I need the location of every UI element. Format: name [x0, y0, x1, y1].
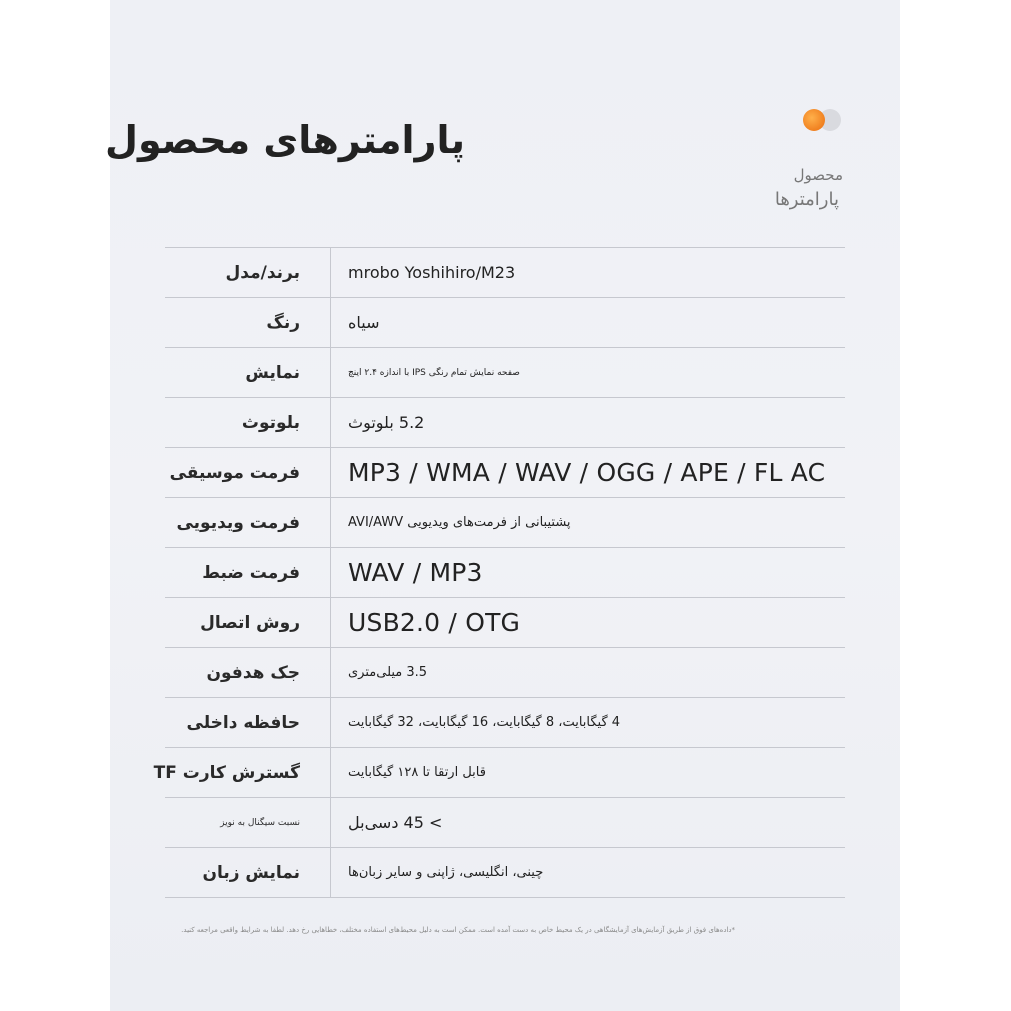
column-divider — [330, 398, 331, 447]
spec-value-text: صفحه نمایش تمام رنگی IPS با اندازه ۲.۴ اینچ — [348, 368, 520, 378]
column-divider — [330, 698, 331, 747]
spec-row-snr — [165, 797, 845, 847]
column-divider — [330, 248, 331, 297]
spec-value — [348, 648, 839, 698]
column-divider — [330, 798, 331, 847]
spec-value-text: > 45 دسی‌بل — [348, 813, 443, 832]
column-divider — [330, 298, 331, 347]
spec-value: mrobo Yoshihiro/M23 — [348, 263, 516, 282]
spec-label: فرمت ویدیویی — [176, 513, 300, 533]
spec-label: روش اتصال — [200, 613, 300, 633]
spec-label: حافظه داخلی — [186, 713, 300, 733]
spec-value: MP3 / WMA / WAV / OGG / APE / FL AC — [348, 458, 826, 487]
spec-value — [348, 298, 839, 348]
spec-value-text: سیاه — [348, 313, 380, 332]
spec-value-text: 3.5 میلی‌متری — [348, 665, 428, 680]
spec-row-languages — [165, 847, 845, 898]
spec-row-color — [165, 297, 845, 347]
spec-value: WAV / MP3 — [348, 558, 483, 587]
spec-label: رنگ — [266, 313, 300, 333]
footnote: *داده‌های فوق از طریق آزمایش‌های آزمایشگاهی در یک محیط خاص به دست آمده است. ممکن است به دلیل محیط‌های استفاده مختلف، خطاهایی رخ دهد. لطفا به شرایط واقعی مراجعه کنید. — [181, 926, 735, 934]
side-label-product: محصول — [793, 166, 843, 184]
spec-label: نسبت سیگنال به نویز — [220, 818, 300, 828]
spec-value — [348, 348, 839, 398]
column-divider — [330, 448, 331, 497]
spec-value — [348, 398, 839, 448]
spec-value — [348, 748, 839, 798]
spec-table — [153, 247, 845, 898]
spec-label: فرمت ضبط — [202, 563, 300, 583]
spec-label: برند/مدل — [225, 263, 300, 283]
column-divider — [330, 348, 331, 397]
spec-value-text: 4 گیگابایت، 8 گیگابایت، 16 گیگابایت، 32 گیگابایت — [348, 715, 621, 730]
column-divider — [330, 598, 331, 647]
spec-value — [348, 698, 839, 748]
spec-value — [348, 798, 839, 848]
spec-value-text: 5.2 بلوتوث — [348, 413, 425, 432]
spec-row-video-format — [165, 497, 845, 547]
spec-row-music-format — [165, 447, 845, 497]
spec-row-connection — [165, 597, 845, 647]
column-divider — [330, 548, 331, 597]
side-label-parameters: پارامترها — [774, 189, 839, 210]
column-divider — [330, 648, 331, 697]
spec-row-tf-card — [153, 747, 845, 797]
orange-dot-icon — [803, 109, 825, 131]
decorative-dots-icon — [803, 108, 843, 132]
spec-value: USB2.0 / OTG — [348, 608, 521, 637]
spec-value-text: قابل ارتقا تا ۱۲۸ گیگابایت — [348, 765, 486, 780]
spec-value — [348, 848, 839, 898]
spec-label: نمایش — [245, 363, 300, 383]
spec-label: جک هدفون — [206, 663, 300, 683]
page-title: پارامترهای محصول — [105, 118, 465, 162]
spec-row-bluetooth — [165, 397, 845, 447]
spec-row-recording-format — [165, 547, 845, 597]
spec-row-display — [165, 347, 845, 397]
spec-label: نمایش زبان — [202, 863, 300, 883]
spec-value — [348, 498, 839, 548]
spec-label: بلوتوث — [241, 413, 300, 433]
spec-label: گسترش کارت TF — [153, 763, 300, 783]
spec-row-brand-model — [165, 247, 845, 297]
column-divider — [330, 498, 331, 547]
spec-row-internal-memory — [165, 697, 845, 747]
spec-value-text: چینی، انگلیسی، ژاپنی و سایر زبان‌ها — [348, 865, 544, 880]
column-divider — [330, 748, 331, 797]
spec-label: فرمت موسیقی — [169, 463, 300, 483]
spec-value-text: پشتیبانی از فرمت‌های ویدیویی AVI/AWV — [348, 515, 571, 530]
column-divider — [330, 848, 331, 897]
spec-row-headphone-jack — [165, 647, 845, 697]
